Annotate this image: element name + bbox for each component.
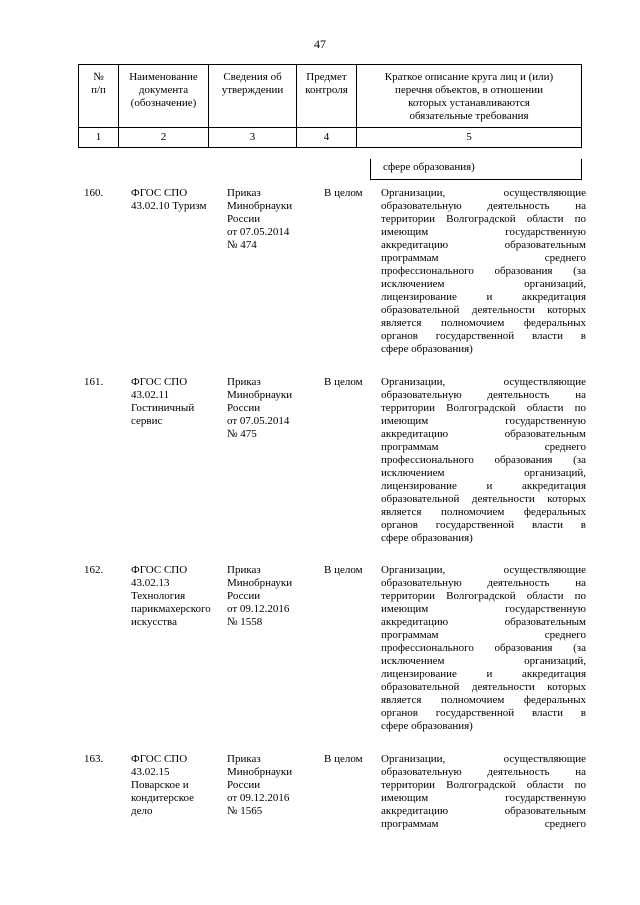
entry-number: 162. [84, 564, 104, 576]
cell-line: сфере образования) [381, 720, 473, 732]
entry-approval [227, 376, 317, 441]
cell-line: аккредитацию образовательным [381, 805, 586, 817]
cell-line: 43.02.11 [131, 389, 170, 401]
cell-line: территории Волгоградской области по [381, 402, 586, 414]
entry-document [131, 376, 221, 428]
cell-line: ФГОС СПО [131, 753, 188, 765]
entry-document [131, 753, 221, 818]
cell-line: имеющим государственную [381, 603, 586, 615]
cell-line: имеющим государственную [381, 226, 586, 238]
cell-line: № 1558 [227, 616, 263, 628]
cell-line: от 09.12.2016 [227, 603, 290, 615]
cell-line: профессионального образования (за [381, 642, 586, 654]
header-row [78, 64, 582, 128]
cell-line: № 475 [227, 428, 257, 440]
entry-description [381, 564, 586, 733]
cell-line: сервис [131, 415, 163, 427]
entry-subject: В целом [324, 187, 363, 199]
cell-line: территории Волгоградской области по [381, 590, 586, 602]
cell-line: лицензирование и аккредитация [381, 291, 586, 303]
entry-approval [227, 753, 317, 818]
entry-description [381, 187, 586, 356]
cell-line: имеющим государственную [381, 415, 586, 427]
page-number: 47 [314, 37, 326, 51]
cell-line: является полномочием федеральных [381, 506, 586, 518]
entry-number: 161. [84, 376, 104, 388]
entry-approval [227, 187, 317, 252]
cell-line: Приказ [227, 564, 261, 576]
header-col-number: № п/п [78, 65, 118, 128]
entry-number: 163. [84, 753, 104, 765]
cell-line: ФГОС СПО [131, 187, 188, 199]
cell-line: Приказ [227, 187, 261, 199]
cell-line: лицензирование и аккредитация [381, 480, 586, 492]
cell-line: Минобрнауки [227, 577, 293, 589]
cell-line: лицензирование и аккредитация [381, 668, 586, 680]
cell-line: сфере образования) [381, 532, 473, 544]
cell-line: исключением организаций, [381, 655, 586, 667]
cell-line: программам среднего [381, 441, 586, 453]
cell-line: кондитерское [131, 792, 195, 804]
cell-line: образовательную деятельность на [381, 766, 586, 778]
cell-line: программам среднего [381, 818, 586, 830]
cell-line: России [227, 779, 261, 791]
cell-line: России [227, 402, 261, 414]
cell-line: Приказ [227, 753, 261, 765]
cell-line: дело [131, 805, 153, 817]
cell-line: образовательную деятельность на [381, 389, 586, 401]
cell-line: территории Волгоградской области по [381, 213, 586, 225]
cell-line: образовательную деятельность на [381, 200, 586, 212]
cell-line: Организации, осуществляющие [381, 376, 586, 388]
header-col-document: Наименование документа (обозначение) [118, 65, 208, 128]
cell-line: Технология [131, 590, 186, 602]
cell-line: Организации, осуществляющие [381, 753, 586, 765]
cell-line: Минобрнауки [227, 389, 293, 401]
cell-line: Гостиничный [131, 402, 195, 414]
cell-line: ФГОС СПО [131, 564, 188, 576]
cell-line: образовательной деятельности которых [381, 681, 586, 693]
cell-line: Минобрнауки [227, 200, 293, 212]
cell-line: сфере образования) [381, 343, 473, 355]
cell-line: 43.02.13 [131, 577, 170, 589]
cell-line: № 474 [227, 239, 257, 251]
cell-line: органов государственной власти в [381, 330, 586, 342]
entry-document [131, 564, 221, 629]
cell-line: программам среднего [381, 629, 586, 641]
entry-description [381, 376, 586, 545]
cell-line: исключением организаций, [381, 467, 586, 479]
cell-line: аккредитацию образовательным [381, 428, 586, 440]
cell-line: от 07.05.2014 [227, 226, 290, 238]
cell-line: России [227, 590, 261, 602]
cell-line: аккредитацию образовательным [381, 239, 586, 251]
column-number: 2 [118, 128, 208, 148]
cell-line: 43.02.10 Туризм [131, 200, 207, 212]
column-numbers-row [78, 128, 582, 148]
cell-line: Приказ [227, 376, 261, 388]
header-col-subject: Предмет контроля [296, 65, 356, 128]
cell-line: исключением организаций, [381, 278, 586, 290]
cell-line: 43.02.15 [131, 766, 170, 778]
cell-line: Организации, осуществляющие [381, 564, 586, 576]
entry-description [381, 753, 586, 831]
cell-line: является полномочием федеральных [381, 694, 586, 706]
entry-document [131, 187, 221, 213]
header-col-approval: Сведения об утверждении [208, 65, 296, 128]
cell-line: является полномочием федеральных [381, 317, 586, 329]
cell-line: образовательную деятельность на [381, 577, 586, 589]
cell-line: профессионального образования (за [381, 454, 586, 466]
table-header [78, 64, 582, 148]
column-number: 1 [78, 128, 118, 148]
cell-line: образовательной деятельности которых [381, 493, 586, 505]
cell-line: от 07.05.2014 [227, 415, 290, 427]
header-col-description: Краткое описание круга лиц и (или) перечня объектов, в отношении которых устанавливаются обязательные требования [356, 65, 582, 128]
column-number: 4 [296, 128, 356, 148]
cell-line: Организации, осуществляющие [381, 187, 586, 199]
cell-line: территории Волгоградской области по [381, 779, 586, 791]
entry-subject: В целом [324, 564, 363, 576]
entry-subject: В целом [324, 376, 363, 388]
entry-approval [227, 564, 317, 629]
cell-line: программам среднего [381, 252, 586, 264]
cell-line: аккредитацию образовательным [381, 616, 586, 628]
cell-line: Минобрнауки [227, 766, 293, 778]
column-number: 3 [208, 128, 296, 148]
entry-number: 160. [84, 187, 104, 199]
cell-line: органов государственной власти в [381, 707, 586, 719]
entry-subject: В целом [324, 753, 363, 765]
continuation-cell: сфере образования) [370, 159, 582, 180]
cell-line: парикмахерского [131, 603, 211, 615]
cell-line: Поварское и [131, 779, 189, 791]
cell-line: искусства [131, 616, 177, 628]
cell-line: № 1565 [227, 805, 263, 817]
cell-line: профессионального образования (за [381, 265, 586, 277]
cell-line: имеющим государственную [381, 792, 586, 804]
cell-line: образовательной деятельности которых [381, 304, 586, 316]
cell-line: от 09.12.2016 [227, 792, 290, 804]
cell-line: ФГОС СПО [131, 376, 188, 388]
cell-line: органов государственной власти в [381, 519, 586, 531]
column-number: 5 [356, 128, 582, 148]
cell-line: России [227, 213, 261, 225]
